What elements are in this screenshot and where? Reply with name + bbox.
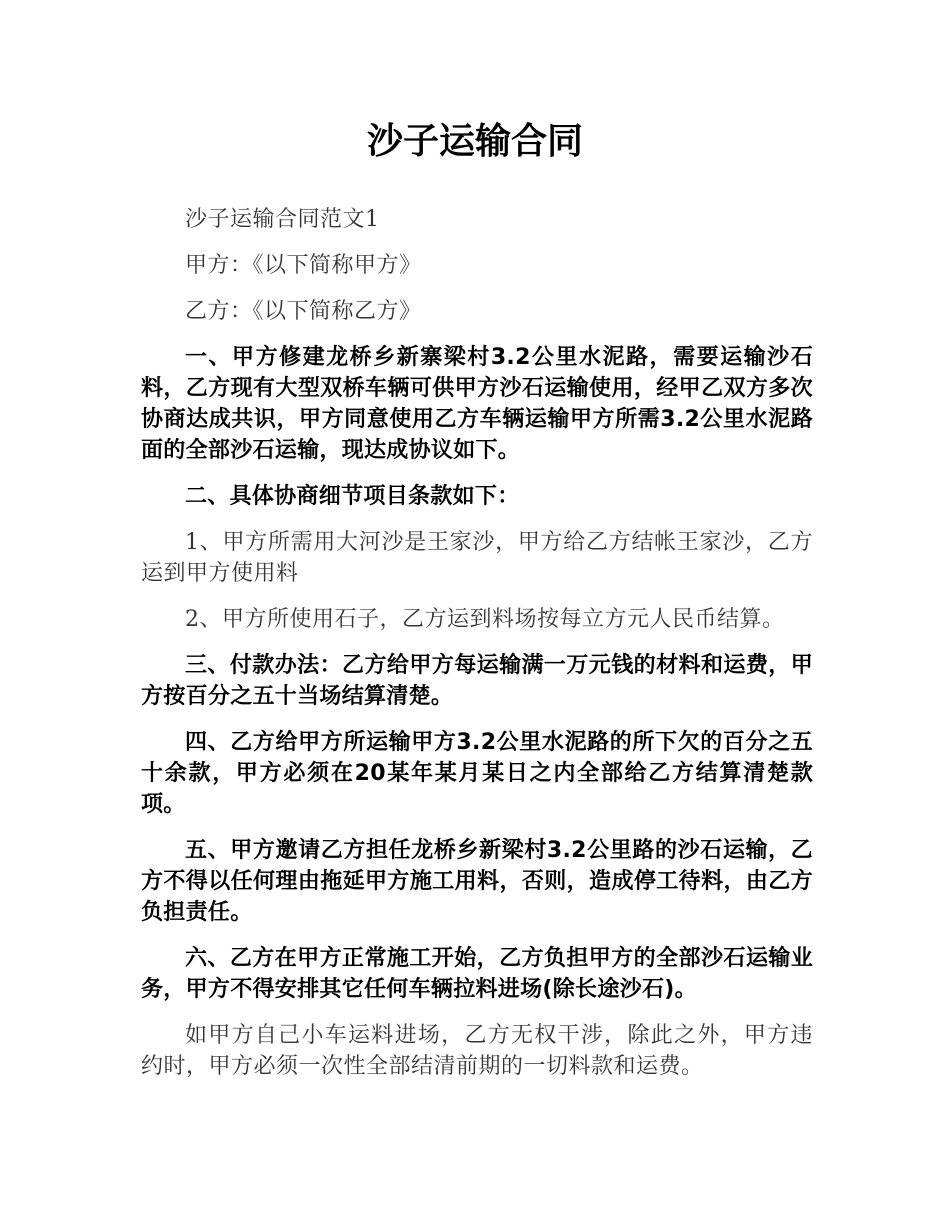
clause-1: 一、甲方修建龙桥乡新寨梁村3.2公里水泥路，需要运输沙石料，乙方现有大型双桥车辆可供甲方沙石运输使用，经甲乙双方多次协商达成共识，甲方同意使用乙方车辆运输甲方所需3.2公里水泥路面的全部沙石运输，现达成协议如下。	[141, 345, 813, 463]
clause-4: 四、乙方给甲方所运输甲方3.2公里水泥路的所下欠的百分之五十余款，甲方必须在20某年某月某日之内全部给乙方结算清楚款项。	[141, 730, 813, 817]
paragraph-party-a: 甲方：《以下简称甲方》	[185, 253, 422, 278]
clause-2-item-1: 1、甲方所需用大河沙是王家沙，甲方给乙方结帐王家沙，乙方运到甲方使用料	[141, 530, 813, 586]
document-body	[141, 204, 813, 1097]
paragraph-party-b: 乙方：《以下简称乙方》	[185, 299, 422, 324]
clause-6: 六、乙方在甲方正常施工开始，乙方负担甲方的全部沙石运输业务，甲方不得安排其它任何车辆拉料进场(除长途沙石)。	[141, 946, 813, 1002]
clause-2: 二、具体协商细节项目条款如下：	[185, 484, 520, 509]
clause-2-item-2: 2、甲方所使用石子，乙方运到料场按每立方元人民币结算。	[185, 607, 785, 632]
document-title: 沙子运输合同	[366, 121, 583, 162]
clause-3: 三、付款办法：乙方给甲方每运输满一万元钱的材料和运费，甲方按百分之五十当场结算清楚。	[141, 653, 813, 709]
paragraph-heading-sample: 沙子运输合同范文1	[185, 207, 380, 232]
clause-6-note: 如甲方自己小车运料进场，乙方无权干涉，除此之外，甲方违约时，甲方必须一次性全部结清前期的一切料款和运费。	[141, 1023, 813, 1079]
clause-5: 五、甲方邀请乙方担任龙桥乡新梁村3.2公里路的沙石运输，乙方不得以任何理由拖延甲方施工用料，否则，造成停工待料，由乙方负担责任。	[141, 838, 813, 925]
